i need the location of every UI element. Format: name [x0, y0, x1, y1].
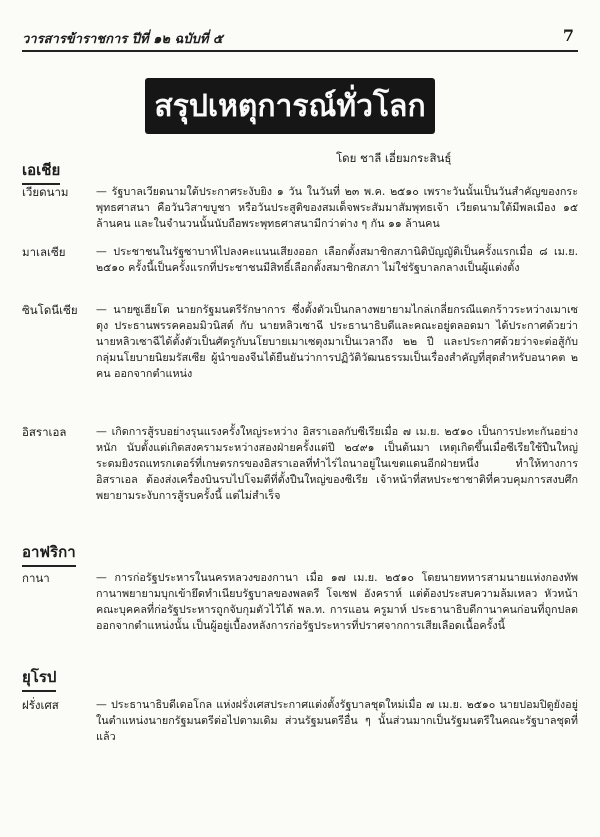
article-title: สรุปเหตุการณ์ทั่วโลก [154, 88, 426, 124]
entry-text-france: — ประธานาธิบดีเดอโกล แห่งฝรั่งเศสประกาศแต่งตั้งรัฐบาลชุดใหม่เมื่อ ๗ เม.ย. ๒๕๑๐ นายปอมปิดูยังอยู่ในตำแหน่งนายกรัฐมนตรีต่อไปตามเดิม ส่วนรัฐมนตรีอื่น ๆ นั้นส่วนมากเป็นรัฐมนตรีในคณะรัฐบาลชุดที่แล้ว [96, 698, 578, 743]
entry-text-ghana: — การก่อรัฐประหารในนครหลวงของกานา เมื่อ ๑๗ เม.ย. ๒๕๑๐ โดยนายทหารสามนายแห่งกองทัพกานาพยายามบุกเข้ายึดทำเนียบรัฐบาลของพลตรี โจเซฟ อังคราห์ แต่ต้องประสบความล้มเหลว หัวหน้าคณะบุคคลที่ก่อรัฐประหารถูกจับกุมตัวไว้ได้ พล.ท. การแอน ครูมาห์ ประธานาธิบดีกานาคนก่อนที่ถูกปลดออกจากตำแหน่งนั้น เป็นผู้อยู่เบื้องหลังการก่อรัฐประหารที่ปราศจากการเสียเลือดเนื้อครั้งนี้ [96, 571, 578, 632]
region-label-israel: อิสราเอล [22, 425, 67, 439]
page-number: 7 [562, 26, 574, 45]
entry-text-israel: — เกิดการสู้รบอย่างรุนแรงครั้งใหญ่ระหว่าง อิสราเอลกับซีเรียเมื่อ ๗ เม.ย. ๒๕๑๐ เป็นการปะทะกันอย่างหนัก นับตั้งแต่เกิดสงครามระหว่างสองฝ่ายครั้งแต่ปี ๒๔๙๑ เป็นต้นมา เหตุเกิดขึ้นเมื่อซีเรียใช้ปืนใหญ่ระดมยิงรถแทรกเตอร์ที่เกษตรกรของอิสราเอลที่ทำไร่ไถนาอยู่ในเขตแดนอีกฝ่ายหนึ่ง ทำให้ทางการอิสราเอล ต้องส่งเครื่องบินรบไปโจมตีที่ตั้งปืนใหญ่ของซีเรีย เจ้าหน้าที่สหประชาชาติที่ควบคุมการสงบศึกพยายามระงับการสู้รบครั้งนี้ แต่ไม่สำเร็จ [96, 425, 578, 502]
entry-text-indonesia: — นายซูเฮียโต นายกรัฐมนตรีรักษาการ ซึ่งตั้งตัวเป็นกลางพยายามไกล่เกลี่ยกรณีแตกร้าวระหว่างเมาเซตุง ประธานพรรคคอมมิวนิสต์ กับ นายหลิวเซาฉี ประธานาธิบดีและคณะอยู่ตลอดมา ได้ประกาศด้วยว่า นายหลิวเซาฉีได้ตั้งตัวเป็นศัตรูกับนโยบายเมาเซตุงมาเป็นเวลาถึง ๒๒ ปี และประกาศด้วยว่าจะต่อสู้กับกลุ่มนโยบายนิยมรัสเซีย ผู้นำของจีนได้ยืนยันว่าการปฏิวัติวัฒนธรรมเป็นเรื่องสำคัญที่สุดสำหรับอนาคต ๒ คน ออกจากตำแหน่ง [96, 303, 578, 380]
entry-text-malaysia: — ประชาชนในรัฐซาบาห์ไปลงคะแนนเสียงออก เลือกตั้งสมาชิกสภานิติบัญญัติเป็นครั้งแรกเมื่อ ๘ เม.ย. ๒๕๑๐ ครั้งนี้เป็นครั้งแรกที่ประชาชนมีสิทธิ์เลือกตั้งสมาชิกสภา ไม่ใช่รัฐบาลกลางเป็นผู้แต่งตั้ง [96, 245, 578, 274]
section-heading-asia: เอเชีย [22, 158, 60, 185]
entry-text-vietnam: — รัฐบาลเวียดนามใต้ประกาศระงับยิง ๑ วัน ในวันที่ ๒๓ พ.ค. ๒๕๑๐ เพราะวันนั้นเป็นวันสำคัญของกระพุทธศาสนา คือวันวิสาขบูชา หรือวันประสูติของสมเด็จพระสัมมาสัมพุทธเจ้า เวียดนามใต้มีพลเมือง ๑๕ ล้านคน และในจำนวนนั้นนับถือพระพุทธศาสนามีกว่าต่าง ๆ กัน ๑๑ ล้านคน [96, 185, 578, 230]
region-label-ghana: กานา [22, 571, 50, 585]
region-label-france: ฝรั่งเศส [22, 698, 59, 712]
running-header [22, 28, 578, 52]
byline: โดย ชาลี เอี่ยมกระสินธุ์ [336, 151, 452, 165]
region-label-indonesia: ซินโดนีเซีย [22, 303, 78, 317]
region-label-malaysia: มาเลเซีย [22, 245, 66, 259]
section-heading-africa: อาฟริกา [22, 540, 76, 567]
section-heading-europe: ยุโรป [22, 665, 56, 692]
running-title: วารสารข้าราชการ ปีที่ ๑๒ ฉบับที่ ๕ [22, 32, 223, 47]
region-label-vietnam: เวียดนาม [22, 185, 69, 199]
title-banner [145, 78, 435, 134]
